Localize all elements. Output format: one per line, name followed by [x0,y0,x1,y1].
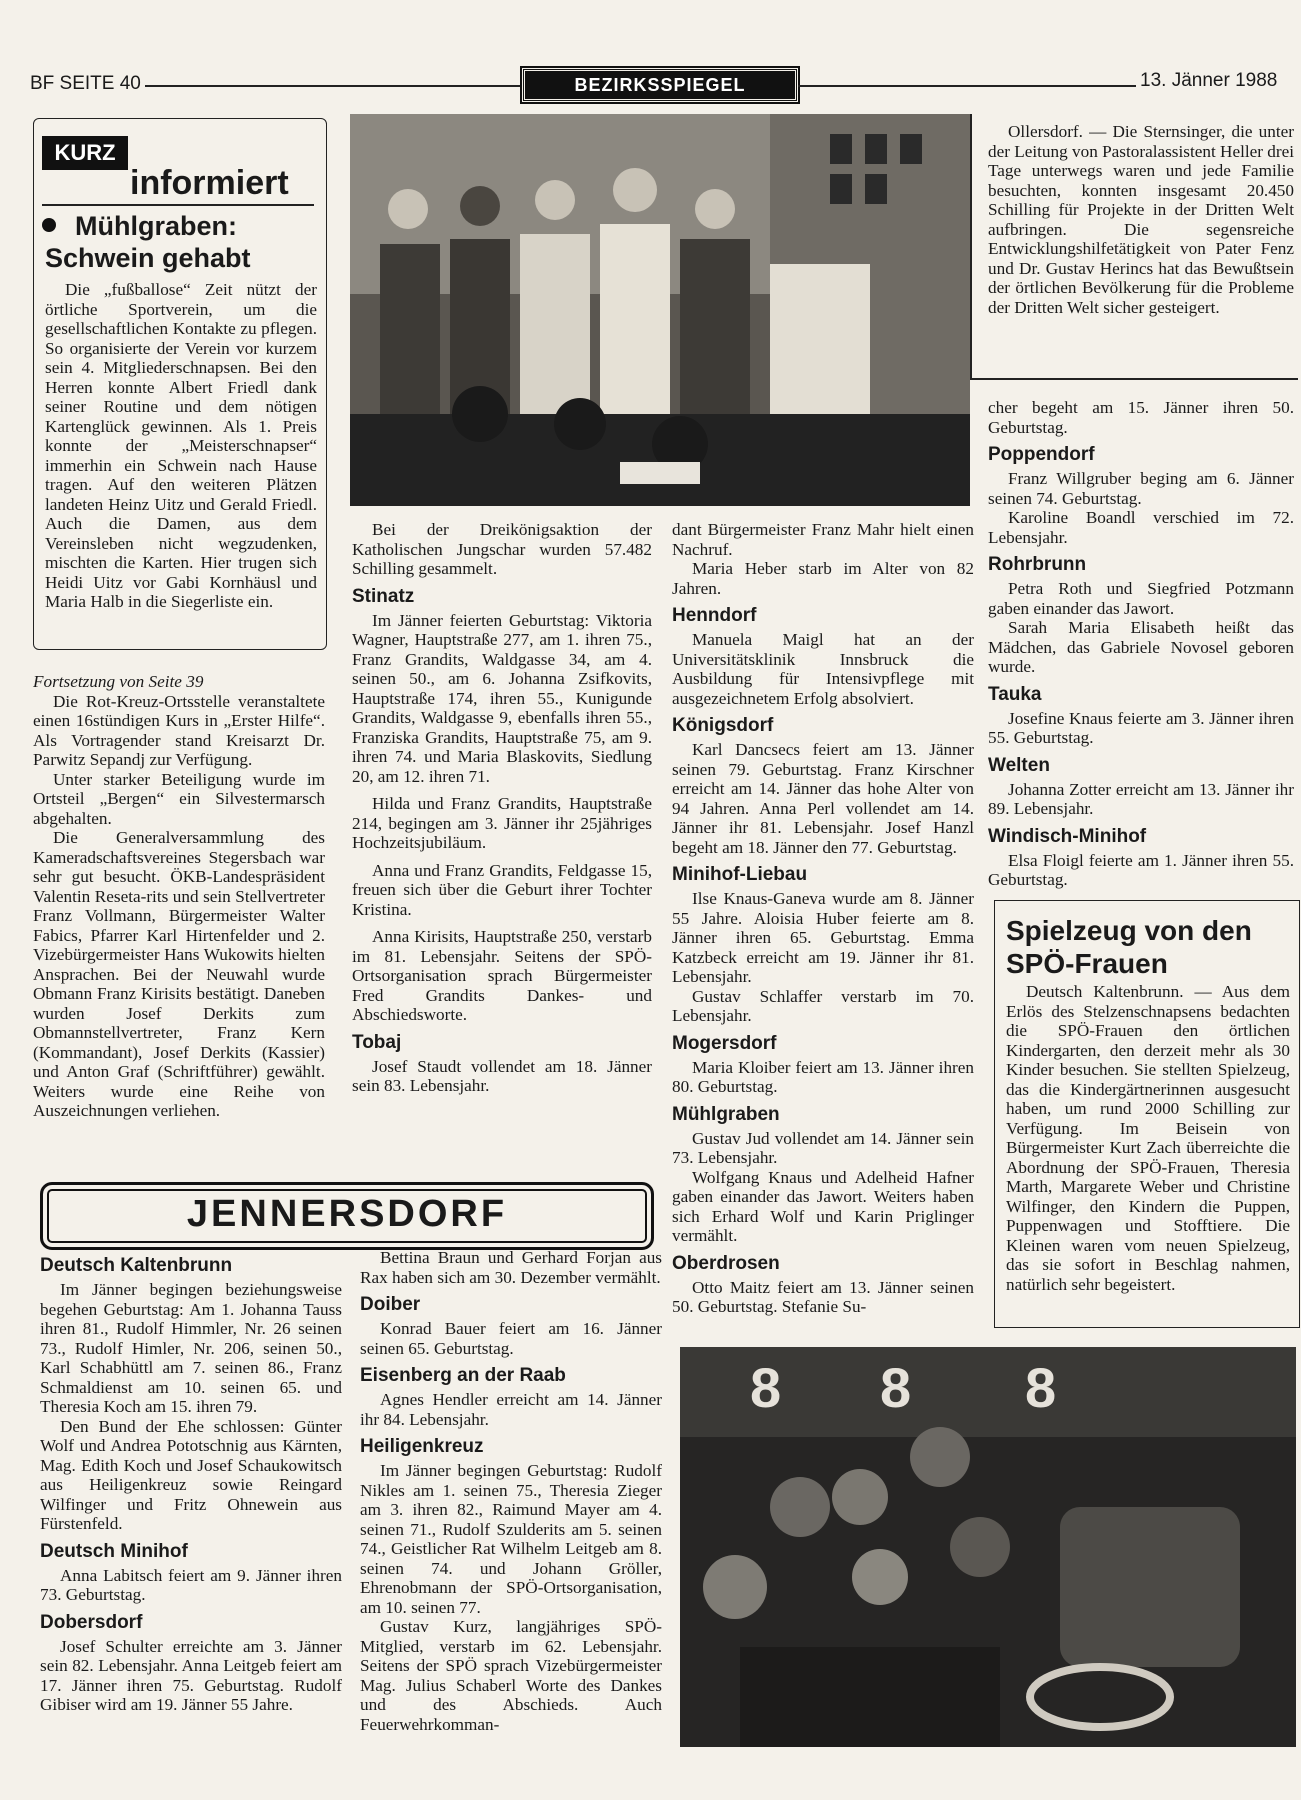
heading-welten: Welten [988,754,1050,776]
kurz-text [45,280,317,612]
kurz-logo-text: KURZ [54,140,116,165]
tobaj-paragraph: Josef Staudt vollendet am 18. Jänner sein 83. Lebensjahr. [352,1056,652,1095]
fortsetzung-paragraph: Die Rot-Kreuz-Ortsstelle veranstaltete einen 16stündigen Kurs in „Erster Hilfe“. Als Vortragender stand Kreisarzt Dr. Parwitz Sepandj zur Verfügung. [33,691,325,769]
ollersdorf-box-bottom-rule [970,378,1298,380]
svg-text:8: 8 [1025,1356,1057,1419]
poppendorf-paragraph: Karoline Boandl verschied im 72. Lebensjahr. [988,508,1294,547]
spoe-article [1006,982,1290,1294]
windisch-paragraph: Elsa Floigl feierte am 1. Jänner ihren 55. Geburtstag. [988,850,1294,889]
svg-text:8: 8 [880,1356,912,1419]
dk-paragraph: Den Bund der Ehe schlossen: Günter Wolf und Andrea Pototschnig aus Kärnten, Mag. Edith Koch und Josef Schaukowitsch aus Heiligenkreuz sowie Reingard Wilfinger und Fritz Ohnewein aus Fürstenfeld. [40,1416,342,1533]
heiligenkreuz-paragraph: Gustav Kurz, langjähriges SPÖ-Mitglied, verstarb im 62. Lebensjahr. Seitens der SPÖ sprach Vizebürgermeister Mag. Julius Schaberl Worte des Dankes und des Abschieds. Auch Feuerwehrkomman- [360,1617,662,1734]
heading-tauka: Tauka [988,683,1042,705]
heading-deutsch-minihof: Deutsch Minihof [40,1540,188,1562]
col3-intro-paragraph: dant Bürgermeister Franz Mahr hielt einen Nachruf. [672,520,974,559]
page-label: BF SEITE 40 [30,73,141,94]
heading-windisch-minihof: Windisch-Minihof [988,825,1147,847]
minihof-paragraph: Ilse Knaus-Ganeva wurde am 8. Jänner 55 Jahre. Aloisia Huber feierte am 8. Jänner ihren 65. Geburtstag. Emma Katzbeck erreicht am 19. Jänner ihr 81. Lebensjahr. [672,889,974,986]
page-date: 13. Jänner 1988 [1140,70,1278,91]
kurz-headline: Mühlgraben: Schwein gehabt [45,211,251,273]
heading-muehlgraben: Mühlgraben [672,1103,780,1125]
jennersdorf-col-b [360,1248,662,1734]
jennersdorf-title: JENNERSDORF [186,1193,508,1235]
rohrbrunn-paragraph: Sarah Maria Elisabeth heißt das Mädchen, das Gabriele Novosel geboren wurde. [988,618,1294,676]
muehlgraben-paragraph: Gustav Jud vollendet am 14. Jänner sein 73. Lebensjahr. [672,1128,974,1167]
heiligenkreuz-paragraph: Im Jänner begingen Geburtstag: Rudolf Nikles am 1. seinen 75., Theresia Zieger am 3. ihren 82., Raimund Mayer am 4. seinen 71., Rudolf Szulderits am 5. seinen 74., Geistlicher Rat Wilhelm Leitgeb am 8. seinen 74. und Johann Gröller, Ehrenobmann der SPÖ-Ortsorganisation, am 10. seinen 77. [360,1461,662,1617]
column-3 [672,520,974,1317]
kindergarten-photo-svg [680,1347,1296,1747]
ollersdorf-paragraph: Ollersdorf. — Die Sternsinger, die unter der Leitung von Pastoralassistent Heller drei Tage unterwegs waren und jede Familie besuchten, konnten insgesamt 20.450 Schilling für Projekte in der Dritten Welt aufbringen. Die segensreiche Entwicklungshilfetätigkeit von Pater Fenz und Dr. Gustav Herincs hat das Bewußtsein der örtlichen Bevölkerung für die Probleme der Dritten Welt sicher gesteigert. [988,122,1294,317]
minihof-paragraph: Gustav Schlaffer verstarb im 70. Lebensjahr. [672,986,974,1025]
dm-paragraph: Anna Labitsch feiert am 9. Jänner ihren 73. Geburtstag. [40,1565,342,1604]
henndorf-paragraph: Manuela Maigl hat an der Universitätsklinik Innsbruck die Ausbildung für Intensivpflege mit ausgezeichnetem Erfolg absolviert. [672,630,974,708]
header-rule-left [145,85,520,87]
spoe-paragraph: Deutsch Kaltenbrunn. — Aus dem Erlös des Stelzenschnapsens bedachten die SPÖ-Frauen den örtlichen Kindergarten, den derzeit mehr als 30 Kinder besuchen. Sie stellten Spielzeug, das die Kindergärtnerinnen ausgesucht haben, um rund 2000 Schilling zur Verfügung. Im Beisein von Bürgermeister Kurt Zach überreichte die Abordnung der SPÖ-Frauen, Theresia Marth, Margarete Weber und Christine Wilfinger, den Kindern die Puppen, Puppenwagen und Stofftiere. Die Kleinen waren vom neuen Spielzeug, das sie sofort in Beschlag nahmen, natürlich sehr begeistert. [1006,982,1290,1294]
heading-koenigsdorf: Königsdorf [672,715,774,736]
kurz-logo-rule [42,204,314,206]
ollersdorf-box-left-rule [970,114,972,378]
section-banner [522,68,798,102]
rohrbrunn-paragraph: Petra Roth und Siegfried Potzmann gaben einander das Jawort. [988,579,1294,618]
muehlgraben-paragraph: Wolfgang Knaus und Adelheid Hafner gaben einander das Jawort. Weiters haben sich Erhard Wolf und Karin Priglinger vermählt. [672,1167,974,1245]
heading-minihof-liebau: Minihof-Liebau [672,864,808,885]
bettina-paragraph: Bettina Braun und Gerhard Forjan aus Rax haben sich am 30. Dezember vermählt. [360,1248,662,1287]
fortsetzung-label: Fortsetzung von Seite 39 [33,672,204,691]
jennersdorf-col-a [40,1248,342,1715]
heading-rohrbrunn: Rohrbrunn [988,554,1087,575]
stinatz-paragraph: Anna und Franz Grandits, Feldgasse 15, freuen sich über die Geburt ihrer Tochter Kristina. [352,860,652,919]
poppendorf-paragraph: Franz Willgruber beging am 6. Jänner seinen 74. Geburtstag. [988,469,1294,508]
heading-mogersdorf: Mogersdorf [672,1032,777,1054]
section-title: BEZIRKSSPIEGEL [574,75,746,95]
heading-henndorf: Henndorf [672,605,757,626]
kurz-paragraph: Die „fußballose“ Zeit nützt der örtliche Sportverein, um die gesellschaftlichen Kontakte zu pflegen. So organisierte der Verein vor kurzem sein 4. Mitgliederschnapsen. Bei den Herren konnte Albert Friedl dank seiner Routine und dem nötigen Kartenglück gewinnen. Als 1. Preis konnte der „Meisterschnapser“ immerhin ein Schwein nach Hause tragen. Auf den weiteren Plätzen landeten Heinz Uitz und Gerald Friedl. Auch die Damen, aus dem Vereinsleben nicht wegzudenken, mischten die Karten. Hier trugen sich Heidi Uitz vor Gabi Kornhäusl und Maria Halb in die Siegerliste ein. [45,280,317,611]
svg-text:8: 8 [750,1356,782,1419]
eisenberg-paragraph: Agnes Hendler erreicht am 14. Jänner ihr 84. Lebensjahr. [360,1390,662,1429]
heading-doiber: Doiber [360,1294,421,1315]
heading-heiligenkreuz: Heiligenkreuz [360,1436,484,1457]
heading-stinatz: Stinatz [352,585,415,607]
dob-paragraph: Josef Schulter erreichte am 3. Jänner sein 82. Lebensjahr. Anna Leitgeb feiert am 17. Jänner ihren 75. Geburtstag. Rudolf Gibiser wird am 19. Jänner 55 Jahre. [40,1636,342,1714]
fortsetzung-paragraph: Unter starker Beteiligung wurde im Ortsteil „Bergen“ ein Silvestermarsch abgehalten. [33,769,325,828]
stinatz-paragraph: Anna Kirisits, Hauptstraße 250, verstarb im 81. Lebensjahr. Seitens der SPÖ-Ortsorganisation sprach Bürgermeister Fred Grandits Dankes- und Abschiedsworte. [352,927,652,1024]
heading-oberdrosen: Oberdrosen [672,1252,780,1274]
stinatz-paragraph: Hilda und Franz Grandits, Hauptstraße 214, begingen am 3. Jänner ihr 25jähriges Hochzeitsjubiläum. [352,794,652,852]
tauka-paragraph: Josefine Knaus feierte am 3. Jänner ihren 55. Geburtstag. [988,708,1294,747]
dk-paragraph: Im Jänner begingen beziehungsweise begehen Geburtstag: Am 1. Johanna Tauss ihren 81., Rudolf Himmler, Nr. 26 seinen 73., Rudolf Himler, Nr. 206, seinen 50., Karl Schabhüttl am 7. seinen 86., Franz Schmaldienst am 10. seinen 65. und Theresia Koch am 15. ihren 79. [40,1280,342,1416]
fortsetzung-paragraph: Die Generalversammlung des Kameradschaftsvereines Stegersbach war sehr gut besucht. ÖKB-Landespräsident Valentin Reseta-rits und sein Stellvertreter Franz Vollmann, Bürgermeister Walter Fabics, Pfarrer Karl Hirtenfelder und 2. Vizebürgermeister Hans Wukowits hielten Ansprachen. Bei der Neuwahl wurde Obmann Franz Kirisits bestätigt. Daneben wurden Josef Derkits zum Obmannstellvertreter, Franz Kern (Kommandant), Josef Derkits (Kassier) und Anton Graf (Schriftführer) gewählt. Weiters wurde eine Reihe von Auszeichnungen verliehen. [33,828,325,1120]
oberdrosen-paragraph: Otto Maitz feiert am 13. Jänner seinen 50. Geburtstag. Stefanie Su- [672,1277,974,1316]
header-rule-right [798,85,1136,87]
col3-intro-paragraph: Maria Heber starb im Alter von 82 Jahren. [672,559,974,598]
sternsinger-photo-svg [350,114,970,506]
welten-paragraph: Johanna Zotter erreicht am 13. Jänner ihr 89. Lebensjahr. [988,779,1294,818]
kindergarten-photo [680,1347,1296,1747]
sternsinger-photo [350,114,970,506]
doiber-paragraph: Konrad Bauer feiert am 16. Jänner seinen 65. Geburtstag. [360,1319,662,1358]
stinatz-paragraph: Im Jänner feierten Geburtstag: Viktoria Wagner, Hauptstraße 277, am 1. ihren 75., Franz Grandits, Waldgasse 34, am 4. seinen 50., am 6. Johanna Zsifkovits, Hauptstraße 174, ihren 55., Kunigunde Grandits, Waldgasse 9, ebenfalls ihren 55., Franziska Grandits, Hauptstraße 75, am 9. ihren 74. und Maria Blaskovits, Siedlung 20, am 12. ihren 71. [352,610,652,786]
informiert-logo: informiert [130,164,289,202]
col4-cont-paragraph: cher begeht am 15. Jänner ihren 50. Geburtstag. [988,398,1294,437]
heading-eisenberg: Eisenberg an der Raab [360,1365,566,1386]
column-4 [988,398,1294,890]
ollersdorf-article [988,122,1294,317]
heading-poppendorf: Poppendorf [988,444,1095,465]
column-2 [352,520,652,1096]
heading-deutsch-kaltenbrunn: Deutsch Kaltenbrunn [40,1255,233,1276]
fortsetzung-article [33,672,325,1121]
spoe-headline: Spielzeug von den SPÖ-Frauen [1006,915,1252,979]
mogersdorf-paragraph: Maria Kloiber feiert am 13. Jänner ihren 80. Geburtstag. [672,1057,974,1096]
heading-dobersdorf: Dobersdorf [40,1611,143,1633]
heading-tobaj: Tobaj [352,1031,402,1053]
photo-caption: Bei der Dreikönigsaktion der Katholischen Jungschar wurden 57.482 Schilling gesammelt. [352,520,652,578]
koenigsdorf-paragraph: Karl Dancsecs feiert am 13. Jänner seinen 79. Geburtstag. Franz Kirschner erreicht am 14. Jänner das hohe Alter von 94 Jahren. Anna Perl vollendet am 14. Jänner ihr 81. Lebensjahr. Josef Hanzl begeht am 18. Jänner den 77. Geburtstag. [672,740,974,857]
kurz-logo [42,136,128,170]
